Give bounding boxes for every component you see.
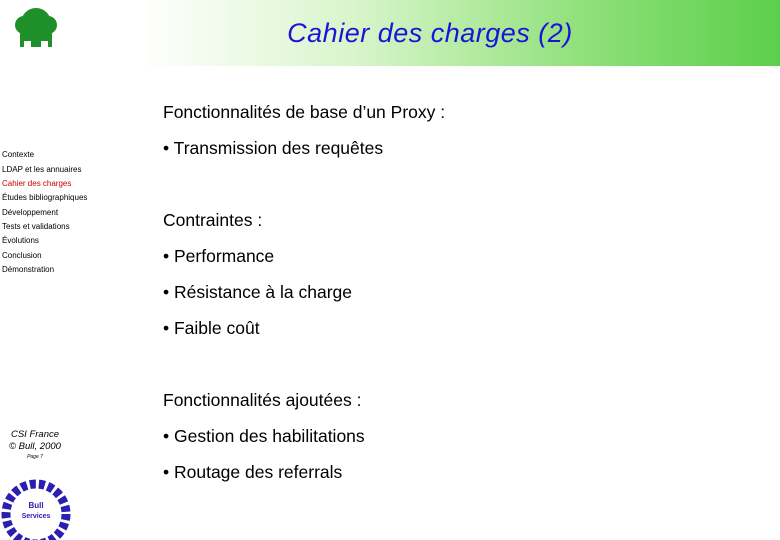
page-number: Page 7 (27, 454, 43, 460)
footer-org-line1: CSI France (10, 429, 60, 440)
sidebar-item-evolutions[interactable]: Évolutions (2, 236, 39, 245)
section-heading-ajoutees: Fonctionnalités ajoutées : (163, 390, 362, 410)
bullet-habilitations: • Gestion des habilitations (163, 426, 365, 446)
bull-services-seal-icon (0, 472, 72, 540)
sidebar-item-developpement[interactable]: Développement (2, 208, 59, 217)
bullet-cout: • Faible coût (163, 318, 260, 338)
sidebar-item-conclusion[interactable]: Conclusion (2, 251, 42, 260)
footer-org-line2: © Bull, 2000 (9, 441, 61, 452)
sidebar-item-etudes[interactable]: Études bibliographiques (2, 193, 88, 202)
sidebar-item-demonstration[interactable]: Démonstration (2, 265, 55, 274)
sidebar-item-tests[interactable]: Tests et validations (2, 222, 70, 231)
bullet-performance: • Performance (163, 246, 275, 266)
bullet-transmission: • Transmission des requêtes (163, 138, 384, 158)
seal-line2: Services (21, 513, 51, 520)
page-title: Cahier des charges (2) (287, 18, 573, 48)
sidebar-item-ldap[interactable]: LDAP et les annuaires (2, 165, 82, 174)
sidebar (0, 0, 110, 540)
sidebar-item-cahier-des-charges[interactable]: Cahier des charges (2, 179, 72, 188)
bullet-resistance: • Résistance à la charge (163, 282, 353, 302)
seal-line1: Bull (28, 501, 44, 510)
section-heading-contraintes: Contraintes : (163, 210, 263, 230)
bullet-referrals: • Routage des referrals (163, 462, 343, 482)
section-heading-base: Fonctionnalités de base d’un Proxy : (163, 102, 446, 122)
sidebar-item-contexte[interactable]: Contexte (2, 150, 35, 159)
